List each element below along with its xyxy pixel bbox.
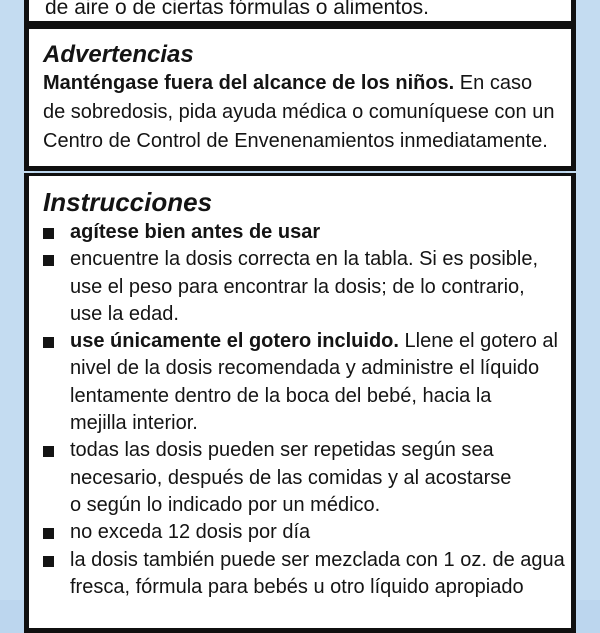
instruction-line-text: encuentre la dosis correcta en la tabla. Si es posible, [70,248,539,271]
usage-section [24,0,576,26]
instruction-line-bold: use únicamente el gotero incluido. [70,330,399,353]
usage-text: de aire o de ciertas fórmulas o alimentos. [45,0,430,19]
square-bullet-icon [43,337,54,348]
instruction-line [70,355,571,382]
instruction-line-text: la dosis también puede ser mezclada con 1 oz. de agua [70,548,565,571]
warnings-line-bold: Manténgase fuera del alcance de los niños. [43,72,455,94]
instruction-line-text: use el peso para encontrar la dosis; de lo contrario, [70,275,525,298]
instruction-line [70,274,571,301]
instruction-line-text: use la edad. [70,302,179,325]
instruction-line [70,246,571,273]
instruction-line [70,465,571,492]
instruction-line-text: o según lo indicado por un médico. [70,493,381,516]
instruction-line [70,328,571,355]
instruction-item [41,246,571,328]
square-bullet-icon [43,528,54,539]
instruction-line-text: lentamente dentro de la boca del bebé, hacia la [70,384,492,407]
instruction-line-text: no exceda 12 dosis por día [70,521,311,544]
instruction-line [70,410,571,437]
instruction-line-text: necesario, después de las comidas y al acostarse [70,466,512,489]
warnings-line-text: En caso [454,72,533,94]
instruction-line-text: Llene el gotero al [398,330,558,353]
instruction-line [70,547,571,574]
instruction-item [41,328,571,437]
instructions-list [41,219,571,601]
square-bullet-icon [43,446,54,457]
warnings-line-text: Centro de Control de Envenenamientos inmediatamente. [43,130,548,152]
warnings-line [43,98,573,127]
instruction-line-bold: agítese bien antes de usar [70,221,321,243]
square-bullet-icon [43,255,54,266]
warnings-line [43,127,573,156]
instruction-item [41,547,571,602]
instruction-line [70,383,571,410]
instruction-line-text: todas las dosis pueden ser repetidas según sea [70,439,494,462]
instruction-line [70,301,571,328]
instruction-item [41,219,571,246]
instructions-heading: Instrucciones [43,187,213,217]
instruction-item [41,519,571,546]
warnings-heading: Advertencias [43,41,194,68]
warnings-line-text: de sobredosis, pida ayuda médica o comuníquese con un [43,101,555,123]
instruction-item [41,437,571,519]
warnings-body [43,69,573,156]
instruction-line [70,437,571,464]
instruction-line-text: mejilla interior. [70,412,198,435]
instruction-line-text: nivel de la dosis recomendada y administre el líquido [70,357,540,380]
instruction-line [70,519,571,546]
instruction-line-text: fresca, fórmula para bebés u otro líquido apropiado [70,575,524,598]
instructions-section [24,173,576,633]
instruction-line [70,574,571,601]
instruction-line [70,492,571,519]
warnings-line [43,69,573,98]
square-bullet-icon [43,556,54,567]
square-bullet-icon [43,228,54,239]
warnings-section [24,26,576,171]
instruction-line [70,219,571,246]
